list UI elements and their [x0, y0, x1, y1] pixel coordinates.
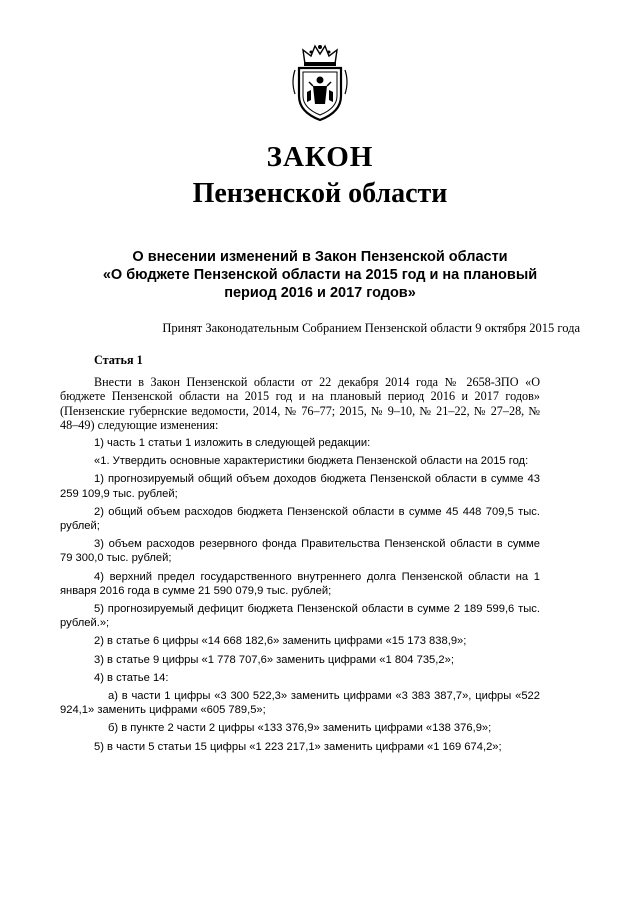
item-2: 2) в статье 6 цифры «14 668 182,6» заменить цифрами «15 173 838,9»; — [94, 635, 467, 648]
quote-item-5: 5) прогнозируемый дефицит бюджета Пензенской области в сумме 2 189 599,6 тыс. рублей.»; — [60, 603, 540, 630]
quote-intro: «1. Утвердить основные характеристики бюджета Пензенской области на 2015 год: — [94, 455, 529, 468]
item-4a: а) в части 1 цифры «3 300 522,3» заменить цифрами «3 383 387,7», цифры «522 924,1» заменить цифрами «605 789,5»; — [60, 690, 540, 717]
quote-item-4: 4) верхний предел государственного внутреннего долга Пензенской области на 1 января 2016 года в сумме 21 590 079,9 тыс. рублей; — [60, 570, 540, 597]
subject-line-2: «О бюджете Пензенской области на 2015 год и на плановый — [102, 267, 538, 283]
law-subject — [70, 248, 570, 302]
item-3: 3) в статье 9 цифры «1 778 707,6» заменить цифрами «1 804 735,2»; — [94, 653, 454, 666]
coat-of-arms-icon — [289, 42, 351, 122]
document-subtitle: Пензенской области — [192, 178, 448, 209]
item-1: 1) часть 1 статьи 1 изложить в следующей редакции: — [94, 437, 371, 450]
quote-item-3: 3) объем расходов резервного фонда Правительства Пензенской области в сумме 79 300,0 тыс. рублей; — [60, 538, 540, 565]
subject-line-3: период 2016 и 2017 годов» — [224, 285, 416, 301]
item-4b: б) в пункте 2 части 2 цифры «133 376,9» заменить цифрами «138 376,9»; — [108, 722, 492, 735]
item-5: 5) в части 5 статьи 15 цифры «1 223 217,1» заменить цифрами «1 169 674,2»; — [94, 740, 502, 753]
article-heading: Статья 1 — [94, 353, 143, 367]
item-4: 4) в статье 14: — [94, 671, 169, 684]
quote-item-2: 2) общий объем расходов бюджета Пензенской области в сумме 45 448 709,5 тыс. рублей; — [60, 505, 540, 533]
article-intro: Внести в Закон Пензенской области от 22 декабря 2014 года № 2658-ЗПО «О бюджете Пензенской области на 2015 год и на плановый период 2016 и 2017 годов» (Пензенские губернские ведомости, 2014, № 76–77; 2015, № 9–10, № 21–22, № 27–28, № 48–49) следующие изменения: — [60, 375, 540, 432]
adoption-note: Принят Законодательным Собранием Пензенской области 9 октября 2015 года — [162, 321, 580, 335]
article-body — [60, 353, 540, 758]
document-title: ЗАКОН — [266, 141, 374, 173]
subject-line-1: О внесении изменений в Закон Пензенской области — [132, 249, 508, 265]
quote-item-1: 1) прогнозируемый общий объем доходов бюджета Пензенской области в сумме 43 259 109,9 тыс. рублей; — [60, 473, 540, 500]
